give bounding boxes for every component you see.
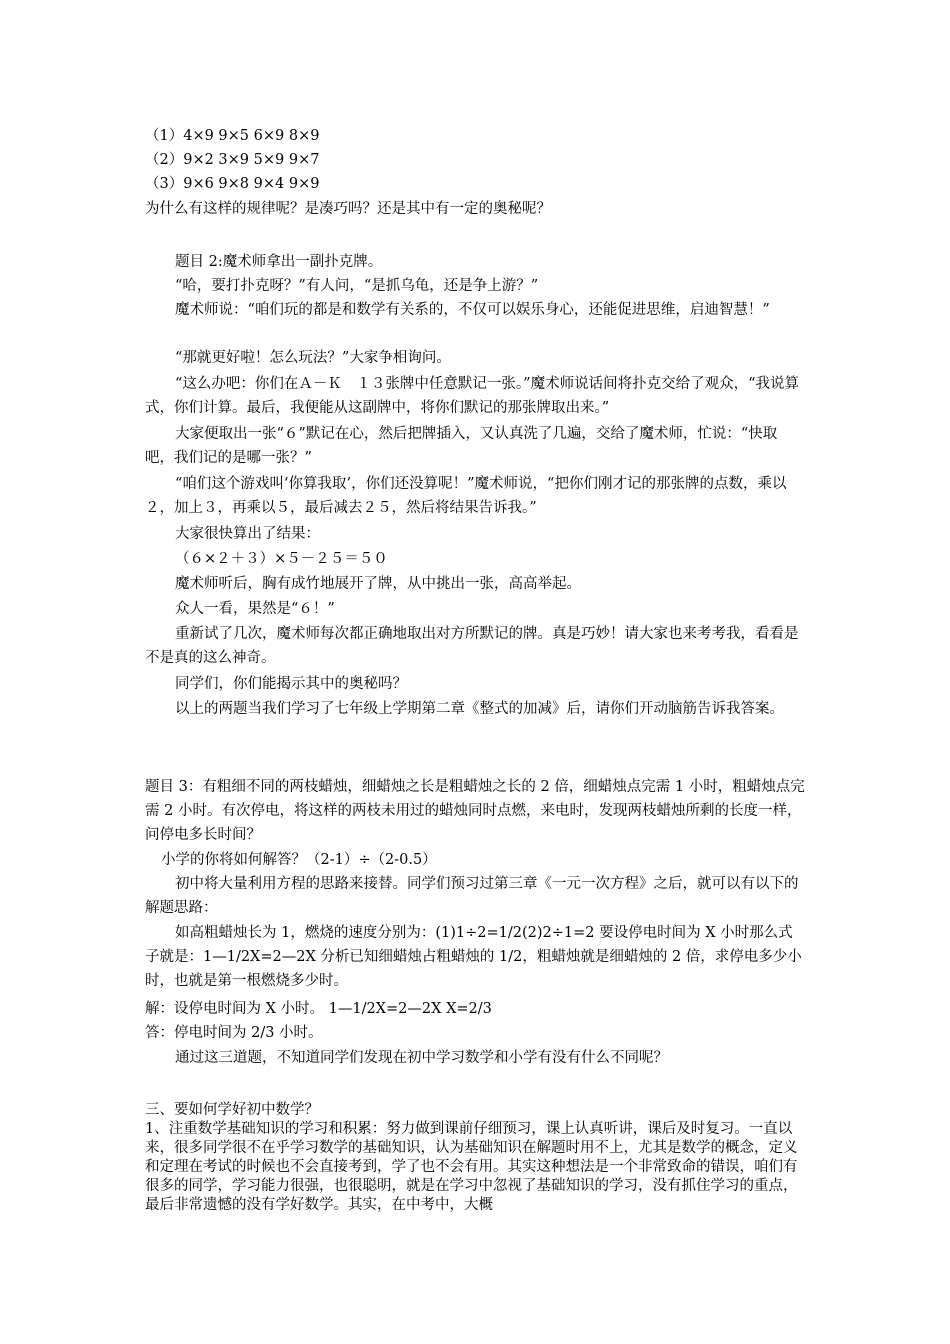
q3-paragraph: 如高粗蜡烛长为 1，燃烧的速度分别为：(1)1÷2=1/2(2)2÷1=2 要设停电时间为 X 小时那么式子就是：1—1/2X=2—2X 分析已知细蜡烛占粗蜡烛的 1/2，粗蜡烛就是细蜡烛的 2 倍，求停电多少小时，也就是第一根燃烧多少时。 <box>145 925 802 989</box>
q3-paragraph: 初中将大量利用方程的思路来接替。同学们预习过第三章《一元一次方程》之后，就可以有以下的解题思路： <box>145 876 799 916</box>
q3-paragraph: 小学的你将如何解答？（2-1）÷（2-0.5） <box>161 852 437 868</box>
q2-paragraph: “这么办吧：你们在Ａ－Ｋ １３张牌中任意默记一张。”魔术师说话间将扑克交给了观众，“我说算式，你们计算。最后，我便能从这副牌中，将你们默记的那张牌取出来。” <box>145 376 799 416</box>
q2-paragraph: 众人一看，果然是“６！” <box>175 601 335 617</box>
q2-paragraph: 重新试了几次，魔术师每次都正确地取出对方所默记的牌。真是巧妙！请大家也来考考我，看看是不是真的这么神奇。 <box>145 626 799 666</box>
q2-paragraph: 以上的两题当我们学习了七年级上学期第二章《整式的加减》后，请你们开动脑筋告诉我答案。 <box>175 701 784 717</box>
q2-paragraph: 大家很快算出了结果： <box>175 526 320 542</box>
q2-paragraph: 大家便取出一张“６”默记在心，然后把牌插入，又认真洗了几遍，交给了魔术师，忙说：“快取吧，我们记的是哪一张？” <box>145 426 778 466</box>
problem-row-1: （1）4×9 9×5 6×9 8×9 <box>145 128 320 144</box>
q3-solution: 解：设停电时间为 X 小时。 1—1/2X=2—2X X=2/3 <box>145 1001 492 1017</box>
q2-paragraph: 魔术师听后，胸有成竹地展开了牌，从中挑出一张，高高举起。 <box>175 576 581 592</box>
problem-row-3: （3）9×6 9×8 9×4 9×9 <box>145 176 320 192</box>
q2-paragraph: “那就更好啦！怎么玩法？”大家争相询问。 <box>175 350 451 366</box>
q2-title: 题目 2:魔术师拿出一副扑克牌。 <box>175 254 383 270</box>
q2-paragraph: 同学们，你们能揭示其中的奥秘吗？ <box>175 676 407 692</box>
problem-row-2: （2）9×2 3×9 5×9 9×7 <box>145 152 320 168</box>
q2-equation: （６×２＋３）×５－２５＝５０ <box>175 551 388 567</box>
q2-paragraph: “哈，要打扑克呀？”有人问，“是抓乌龟，还是争上游？” <box>175 278 539 294</box>
why-question: 为什么有这样的规律呢？是凑巧吗？还是其中有一定的奥秘呢？ <box>145 201 551 217</box>
q2-paragraph: “咱们这个游戏叫‘你算我取’，你们还没算呢！”魔术师说，“把你们刚才记的那张牌的点数，乘以２，加上３，再乘以５，最后减去２５，然后将结果告诉我。” <box>145 476 787 516</box>
q3-answer: 答：停电时间为 2/3 小时。 <box>145 1025 323 1041</box>
q3-title: 题目 3：有粗细不同的两枝蜡烛，细蜡烛之长是粗蜡烛之长的 2 倍，细蜡烛点完需 1 小时，粗蜡烛点完需 2 小时。有次停电，将这样的两枝未用过的蜡烛同时点燃，来电时，发现两枝蜡烛所剩的长度一样，问停电多长时间？ <box>145 779 805 843</box>
q2-paragraph: 魔术师说：“咱们玩的都是和数学有关系的，不仅可以娱乐身心，还能促进思维，启迪智慧！” <box>175 302 770 318</box>
section-3-paragraph: 1、注重数学基础知识的学习和积累：努力做到课前仔细预习，课上认真听讲，课后及时复习。一直以来，很多同学很不在乎学习数学的基础知识，认为基础知识在解题时用不上，尤其是数学的概念，定义和定理在考试的时候也不会直接考到，学了也不会有用。其实这种想法是一个非常致命的错误，咱们有很多的同学，学习能力很强，也很聪明，就是在学习中忽视了基础知识的学习，没有抓住学习的重点，最后非常遗憾的没有学好数学。其实，在中考中，大概 <box>145 1121 798 1213</box>
section-3-title: 三、要如何学好初中数学？ <box>145 1102 319 1118</box>
q3-conclusion: 通过这三道题，不知道同学们发现在初中学习数学和小学有没有什么不同呢？ <box>175 1050 668 1066</box>
